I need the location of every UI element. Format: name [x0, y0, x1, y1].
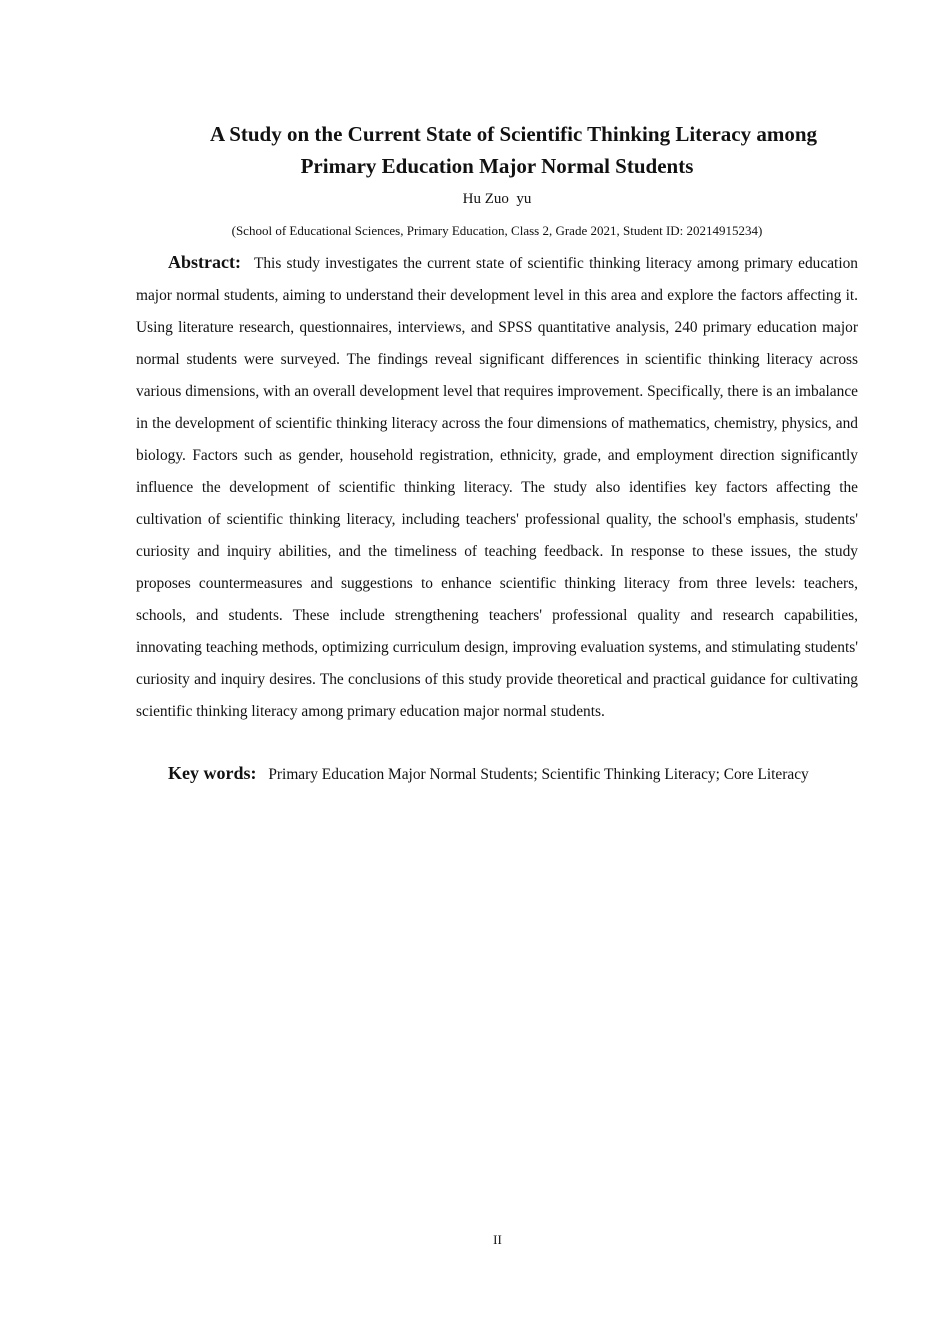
paper-title: [136, 118, 858, 182]
keywords-label: Key words:: [168, 763, 257, 783]
title-line-2: Primary Education Major Normal Students: [300, 154, 694, 178]
author-affiliation: (School of Educational Sciences, Primary Education, Class 2, Grade 2021, Student ID: 20214915234): [231, 223, 763, 238]
keywords-paragraph: [136, 757, 858, 791]
abstract-text: This study investigates the current state of scientific thinking literacy among primary education major normal students, aiming to understand their development level in this area and explore the factors affecting it. Using literature research, questionnaires, interviews, and SPSS quantitative analysis, 240 primary education major normal students were surveyed. The findings reveal significant differences in scientific thinking literacy across various dimensions, with an overall development level that requires improvement. Specifically, there is an imbalance in the development of scientific thinking literacy across the four dimensions of mathematics, chemistry, physics, and biology. Factors such as gender, household registration, ethnicity, grade, and employment direction significantly influence the development of scientific thinking literacy. The study also identifies key factors affecting the cultivation of scientific thinking literacy, including teachers' professional quality, the school's emphasis, students' curiosity and inquiry abilities, and the timeliness of teaching feedback. In response to these issues, the study proposes countermeasures and suggestions to enhance scientific thinking literacy from three levels: teachers, schools, and students. These include strengthening teachers' professional quality and research capabilities, innovating teaching methods, optimizing curriculum design, improving evaluation systems, and stimulating students' curiosity and inquiry desires. The conclusions of this study provide theoretical and practical guidance for cultivating scientific thinking literacy among primary education major normal students.: [136, 255, 858, 720]
abstract-label: Abstract:: [168, 252, 241, 272]
title-line-1: A Study on the Current State of Scientific Thinking Literacy among: [209, 122, 818, 146]
keywords-text: Primary Education Major Normal Students; Scientific Thinking Literacy; Core Literacy: [268, 766, 809, 783]
page-number: II: [493, 1232, 502, 1247]
author-name: Hu Zuo yu: [462, 191, 532, 207]
abstract-paragraph: [136, 246, 858, 728]
